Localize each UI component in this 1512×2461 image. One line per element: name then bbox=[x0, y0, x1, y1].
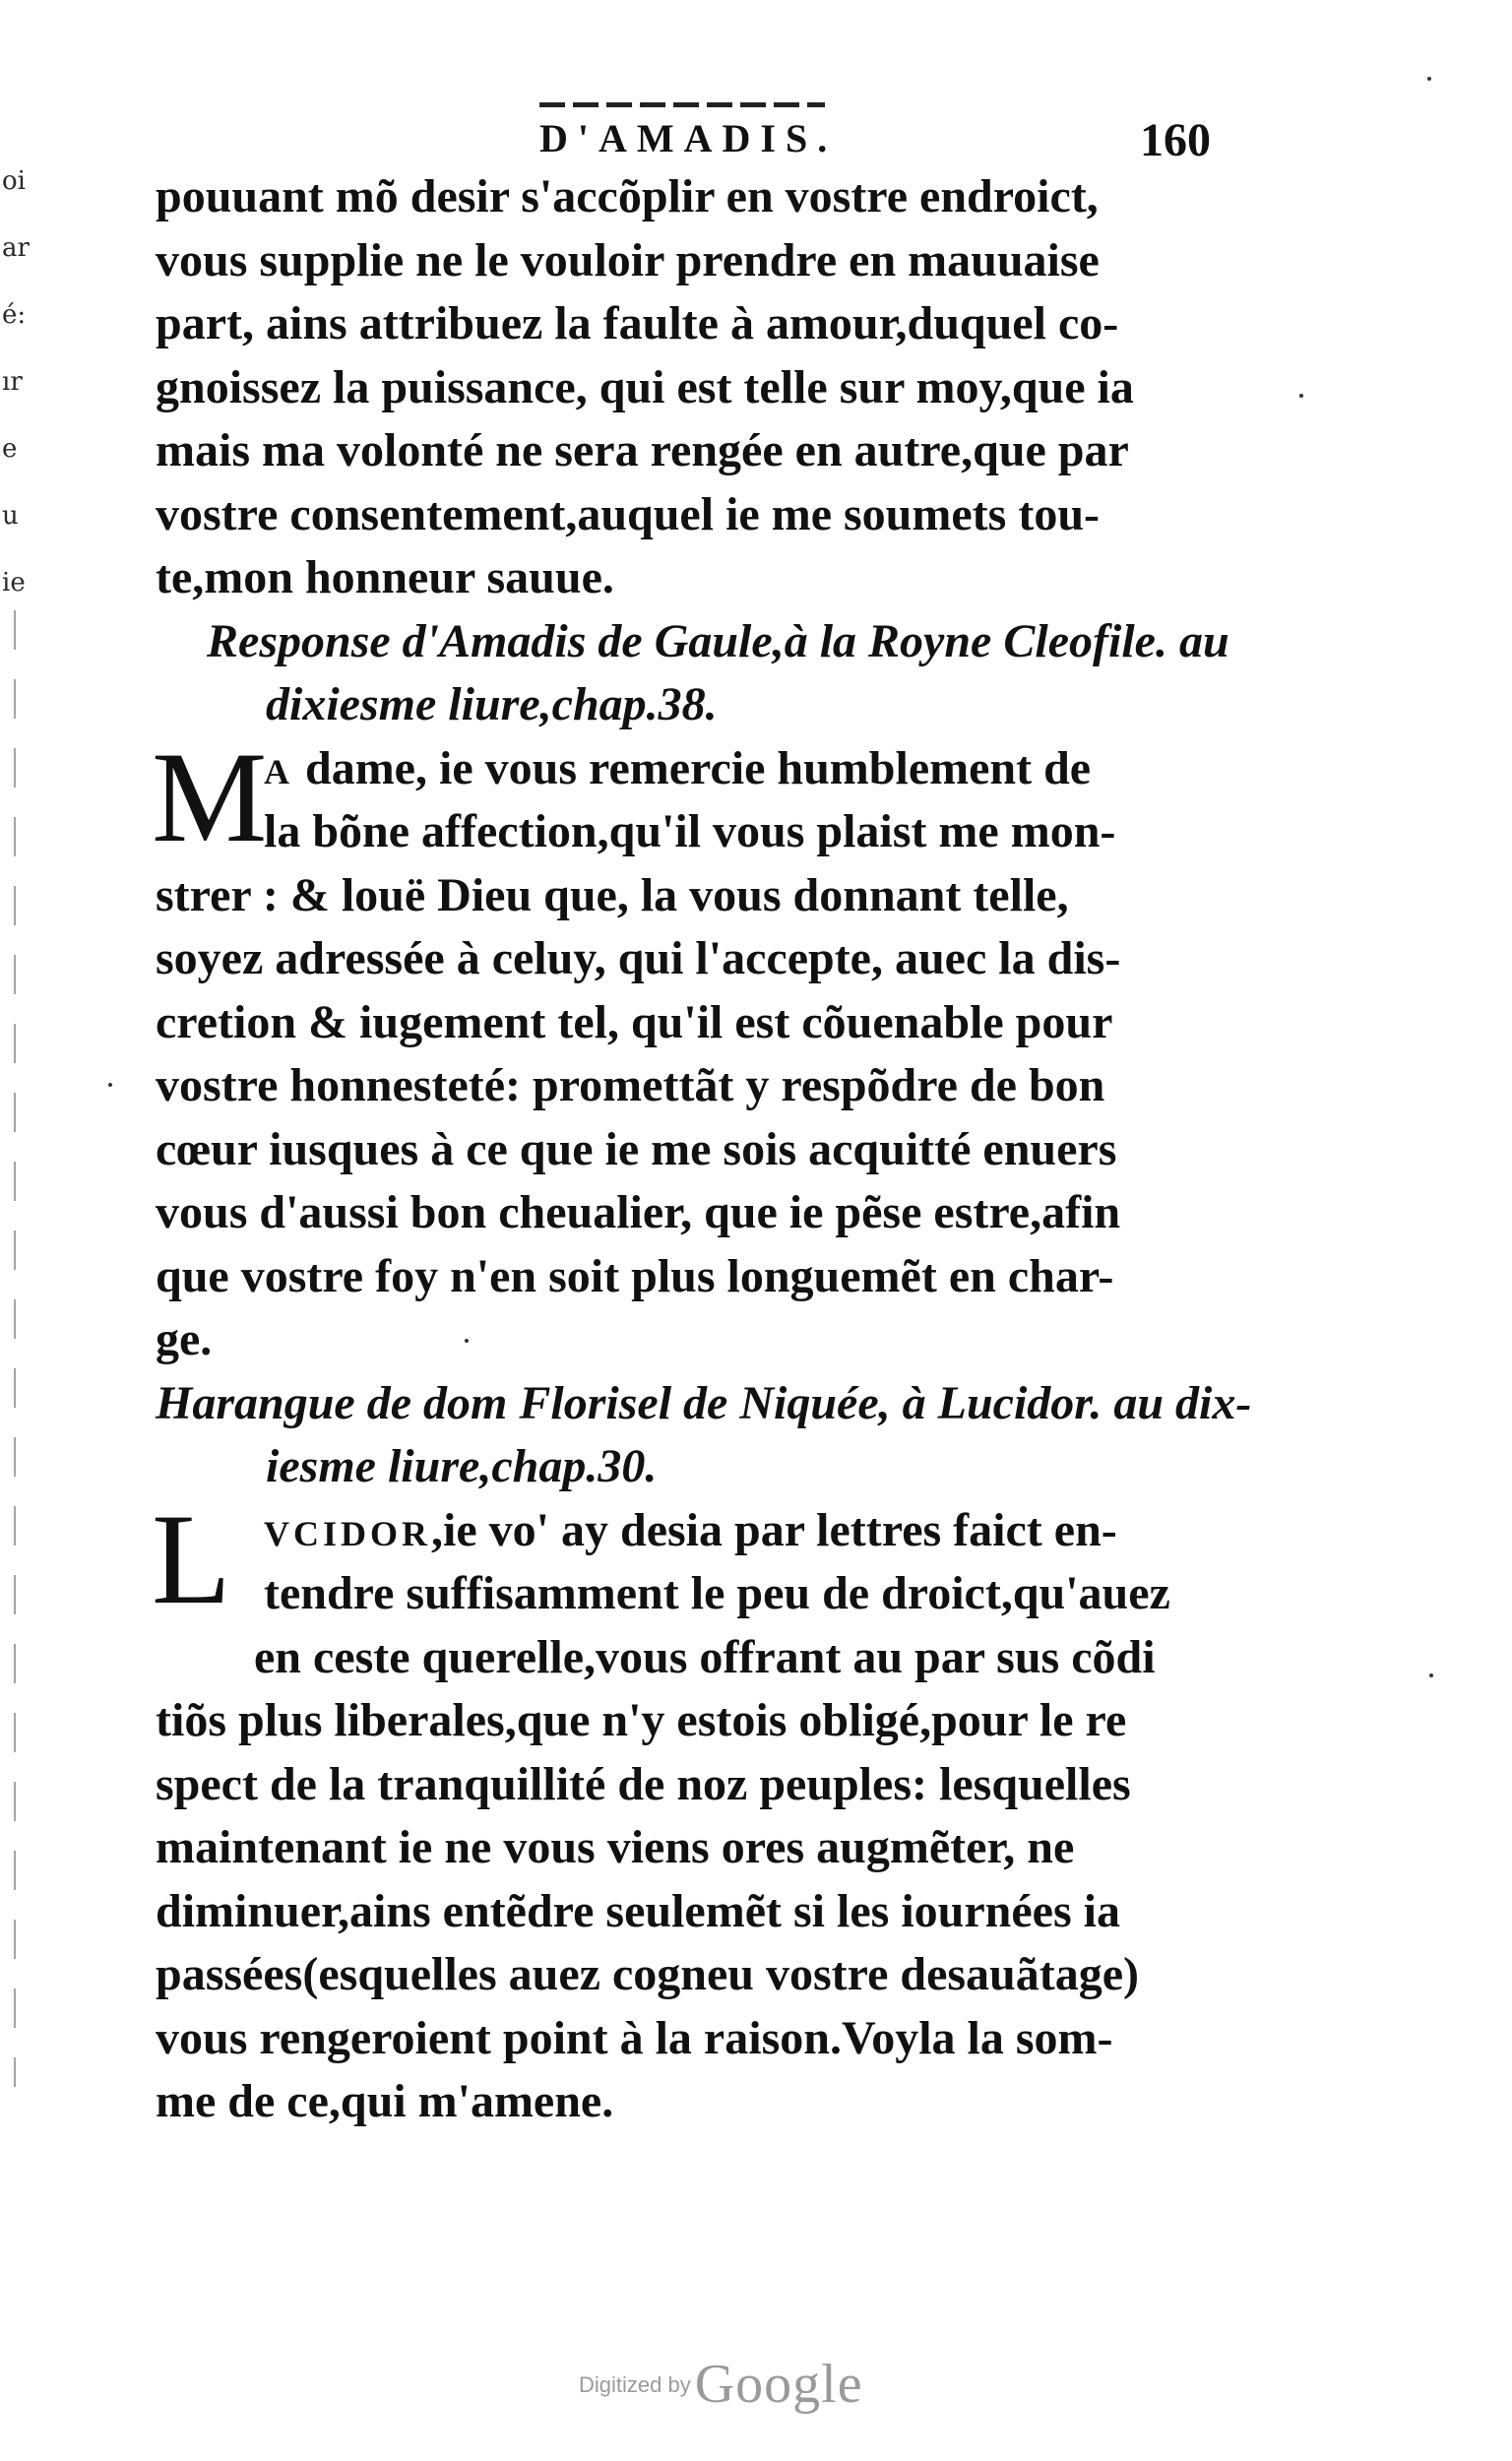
text-line: diminuer,ains entẽdre seulemẽt si les iournées ia bbox=[156, 1884, 1120, 1937]
text-line: tendre suffisamment le peu de droict,qu'auez bbox=[264, 1567, 1170, 1619]
section-heading: Response d'Amadis de Gaule,à la Royne Cleofile. au bbox=[207, 614, 1229, 667]
text-fragment: ,ie vo' ay desia par lettres faict en- bbox=[431, 1503, 1117, 1556]
text-fragment: dame, ie vous remercie humblement de bbox=[305, 741, 1092, 794]
text-line: soyez adressée à celuy, qui l'accepte, auec la dis- bbox=[156, 932, 1121, 984]
bleed-fragment: oi bbox=[2, 166, 26, 196]
gutter-shadow bbox=[14, 610, 16, 2087]
section-heading-continued: dixiesme liure,chap.38. bbox=[266, 678, 718, 730]
text-line: vous supplie ne le vouloir prendre en mauuaise bbox=[156, 233, 1100, 286]
text-line: me de ce,qui m'amene. bbox=[156, 2075, 614, 2127]
digitized-by-label: Digitized by bbox=[579, 2372, 691, 2397]
text-line: maintenant ie ne vous viens ores augmẽter, ne bbox=[156, 1821, 1075, 1873]
text-line: pouuant mõ desir s'accõplir en vostre endroict, bbox=[156, 170, 1099, 222]
drop-cap: M bbox=[152, 724, 268, 869]
paper-speck bbox=[1427, 77, 1431, 81]
paper-speck bbox=[1299, 394, 1303, 398]
small-caps-word: A bbox=[264, 751, 293, 791]
bleed-fragment: ır bbox=[2, 367, 23, 397]
bleed-fragment: e bbox=[2, 434, 18, 464]
google-logo: Google bbox=[694, 2354, 863, 2415]
text-line: tiõs plus liberales,que n'y estois obligé,pour le re bbox=[156, 1694, 1127, 1746]
text-line: vous d'aussi bon cheualier, que ie pẽse estre,afin bbox=[156, 1186, 1121, 1238]
text-line: part, ains attribuez la faulte à amour,duquel co- bbox=[156, 297, 1119, 349]
bleed-fragment: ie bbox=[2, 568, 26, 598]
text-line: la bõne affection,qu'il vous plaist me mon- bbox=[264, 805, 1116, 857]
running-head: D'AMADIS. bbox=[539, 116, 838, 160]
text-line: en ceste querelle,vous offrant au par sus cõdi bbox=[254, 1630, 1156, 1683]
bleed-fragment: é: bbox=[2, 300, 27, 330]
paper-speck bbox=[108, 1083, 112, 1087]
text-line: que vostre foy n'en soit plus longuemẽt en char- bbox=[156, 1249, 1114, 1302]
text-line: spect de la tranquillité de noz peuples: lesquelles bbox=[156, 1757, 1131, 1810]
bleed-fragment: ar bbox=[2, 233, 30, 263]
small-caps-word: VCIDOR bbox=[264, 1513, 432, 1553]
section-heading-continued: iesme liure,chap.30. bbox=[266, 1440, 658, 1492]
page-number: 160 bbox=[1140, 114, 1211, 166]
text-line: strer : & louë Dieu que, la vous donnant telle, bbox=[156, 868, 1069, 921]
section-heading: Harangue de dom Florisel de Niquée, à Lucidor. au dix- bbox=[156, 1376, 1252, 1429]
text-line: ge. bbox=[156, 1313, 213, 1365]
facing-page-bleed bbox=[2, 148, 35, 616]
bleed-fragment: u bbox=[2, 501, 19, 531]
digitized-by-watermark bbox=[579, 2353, 863, 2416]
main-text bbox=[152, 165, 1252, 2134]
text-line: vostre consentement,auquel ie me soumets tou- bbox=[156, 487, 1100, 540]
paper-speck bbox=[465, 1339, 469, 1343]
text-line: te,mon honneur sauue. bbox=[156, 551, 614, 603]
paper-speck bbox=[1429, 1673, 1433, 1677]
text-line: mais ma volonté ne sera rengée en autre,que par bbox=[156, 424, 1129, 476]
text-line: vostre honnesteté: promettãt y respõdre de bon bbox=[156, 1059, 1105, 1111]
drop-cap: L bbox=[152, 1485, 231, 1631]
text-line: passées(esquelles auez cogneu vostre desauãtage) bbox=[156, 1948, 1140, 2000]
header-ornament-rule bbox=[539, 102, 825, 107]
text-line: vous rengeroient point à la raison.Voyla la som- bbox=[156, 2011, 1113, 2064]
text-line: cretion & iugement tel, qu'il est cõuenable pour bbox=[156, 995, 1113, 1048]
text-line: cœur iusques à ce que ie me sois acquitté enuers bbox=[156, 1122, 1117, 1175]
text-line: gnoissez la puissance, qui est telle sur moy,que ia bbox=[156, 360, 1134, 413]
